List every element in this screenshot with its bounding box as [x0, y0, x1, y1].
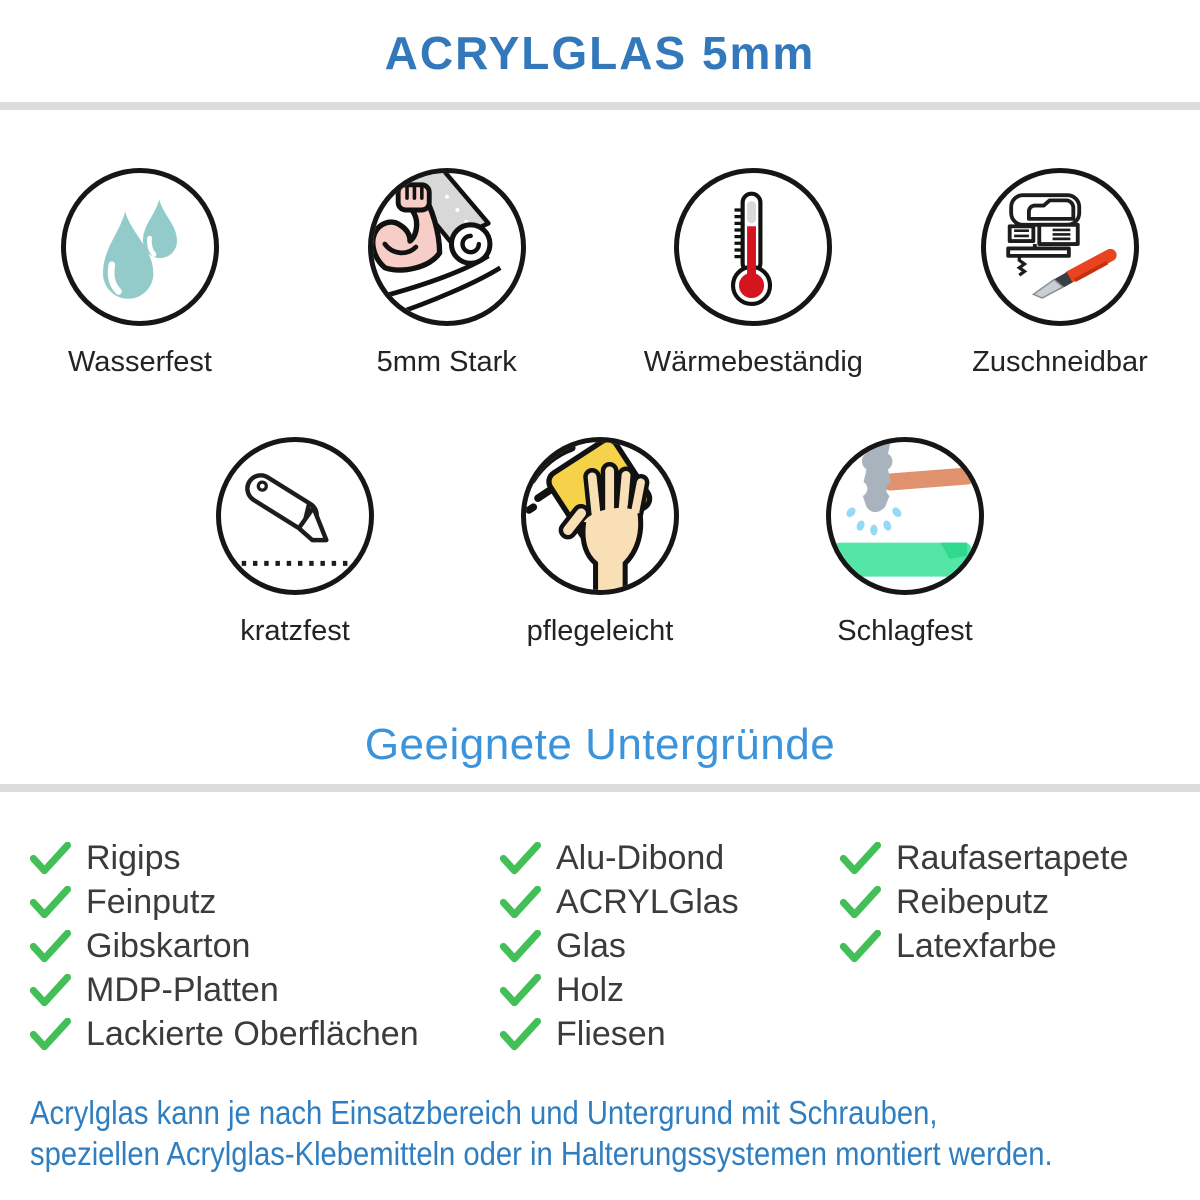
- jigsaw-cutter-icon: [981, 168, 1139, 326]
- mounting-note: [30, 1092, 1065, 1174]
- feature-label: pflegeleicht: [526, 615, 674, 647]
- surfaces-checklist: [30, 836, 1200, 1056]
- surface-label: Fliesen: [556, 1014, 666, 1053]
- surface-item: [500, 1012, 840, 1056]
- surface-label: MDP-Platten: [86, 970, 279, 1009]
- surface-label: Holz: [556, 970, 625, 1009]
- surface-item: [30, 836, 500, 880]
- surface-item: [30, 968, 500, 1012]
- feature-item-impactproof: [790, 437, 1020, 648]
- check-icon: [500, 842, 542, 875]
- divider-middle: [0, 784, 1200, 792]
- features-row-2: [0, 437, 1200, 648]
- check-icon: [30, 886, 72, 919]
- check-icon: [30, 842, 72, 875]
- feature-item-heat: [638, 168, 868, 379]
- check-icon: [840, 842, 882, 875]
- surface-label: ACRYLGlas: [556, 882, 739, 921]
- feature-label: Schlagfest: [837, 615, 973, 647]
- utility-knife-icon: [216, 437, 374, 595]
- surface-label: Glas: [556, 926, 626, 965]
- mounting-note-line-1: Acrylglas kann je nach Einsatzbereich und Untergrund mit Schrauben,: [30, 1094, 938, 1131]
- surface-label: Rigips: [86, 838, 181, 877]
- check-icon: [30, 974, 72, 1007]
- feature-label: Zuschneidbar: [972, 346, 1148, 378]
- feature-item-cuttable: [945, 168, 1175, 379]
- surfaces-heading: Geeignete Untergründe: [364, 720, 836, 769]
- surface-item: [500, 836, 840, 880]
- surface-label: Latexfarbe: [896, 926, 1057, 965]
- surfaces-column-3: [840, 836, 1129, 1056]
- surface-item: [500, 924, 840, 968]
- surface-item: [500, 880, 840, 924]
- water-drops-icon: [61, 168, 219, 326]
- surface-label: Lackierte Oberflächen: [86, 1014, 419, 1053]
- surface-label: Alu-Dibond: [556, 838, 725, 877]
- divider-top: [0, 102, 1200, 110]
- check-icon: [30, 1018, 72, 1051]
- surface-label: Feinputz: [86, 882, 217, 921]
- check-icon: [840, 886, 882, 919]
- feature-label: Wärmebeständig: [643, 346, 863, 378]
- surfaces-column-2: [500, 836, 840, 1056]
- surface-item: [840, 880, 1129, 924]
- surface-item: [30, 880, 500, 924]
- cleaning-hand-icon: [521, 437, 679, 595]
- feature-item-waterproof: [25, 168, 255, 379]
- surface-item: [30, 924, 500, 968]
- feature-label: kratzfest: [240, 615, 350, 647]
- hammer-icon: [826, 437, 984, 595]
- surface-item: [500, 968, 840, 1012]
- surfaces-column-1: [30, 836, 500, 1056]
- surface-item: [840, 924, 1129, 968]
- surface-label: Gibskarton: [86, 926, 251, 965]
- check-icon: [500, 930, 542, 963]
- check-icon: [500, 886, 542, 919]
- feature-item-easycare: [485, 437, 715, 648]
- surface-label: Reibeputz: [896, 882, 1050, 921]
- surface-item: [840, 836, 1129, 880]
- surface-item: [30, 1012, 500, 1056]
- thermometer-icon: [674, 168, 832, 326]
- features-row-1: [25, 168, 1175, 379]
- mounting-note-line-2: speziellen Acrylglas-Klebemitteln oder in Halterungssystemen montiert werden.: [30, 1135, 1053, 1172]
- muscle-arm-icon: [368, 168, 526, 326]
- check-icon: [500, 974, 542, 1007]
- feature-item-scratchproof: [180, 437, 410, 648]
- check-icon: [30, 930, 72, 963]
- feature-label: Wasserfest: [68, 346, 212, 378]
- feature-item-thickness: [332, 168, 562, 379]
- check-icon: [840, 930, 882, 963]
- check-icon: [500, 1018, 542, 1051]
- feature-label: 5mm Stark: [376, 346, 517, 378]
- surface-label: Raufasertapete: [896, 838, 1129, 877]
- page-title: ACRYLGLAS 5mm: [384, 27, 816, 79]
